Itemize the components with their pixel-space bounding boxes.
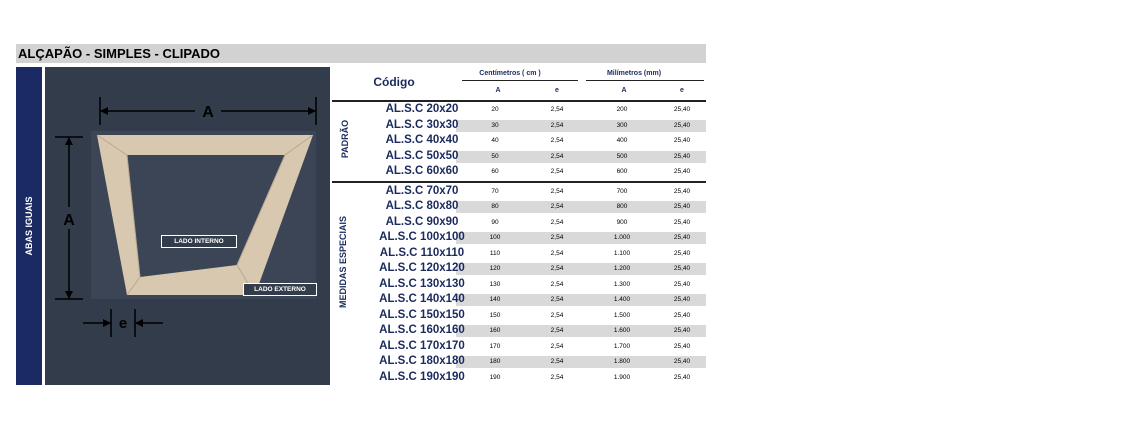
cell-cm-e: 2,54 <box>550 152 564 160</box>
cell-cm-a: 20 <box>491 106 499 113</box>
cell-cm-a: 130 <box>489 280 501 288</box>
table-row <box>332 354 706 370</box>
cell-cm-e: 2,54 <box>550 311 564 319</box>
product-table <box>332 67 706 385</box>
cell-cm-a: 160 <box>489 327 501 334</box>
cell-code: AL.S.C 20x20 <box>385 103 459 115</box>
arrow-down-icon <box>65 291 73 299</box>
cell-code: AL.S.C 170x170 <box>379 339 465 352</box>
cell-cm-a: 90 <box>491 218 499 226</box>
cell-mm-a: 1.300 <box>613 280 631 288</box>
cell-cm-e: 2,54 <box>550 280 564 288</box>
cell-code: AL.S.C 80x80 <box>385 200 459 212</box>
dimension-e-label: e <box>118 315 128 332</box>
cell-mm-a: 1.200 <box>613 265 631 272</box>
table-row <box>332 277 706 293</box>
cell-cm-a: 30 <box>491 121 499 129</box>
cell-cm-e: 2,54 <box>550 327 564 334</box>
table-row <box>332 164 706 180</box>
group-label-standard: PADRÃO <box>340 119 351 159</box>
cell-code: AL.S.C 120x120 <box>379 262 465 274</box>
table-header <box>332 67 706 102</box>
cell-code: AL.S.C 70x70 <box>385 184 459 197</box>
table-row <box>332 246 706 262</box>
table-row <box>332 370 706 386</box>
cell-cm-e: 2,54 <box>550 218 564 226</box>
cell-code: AL.S.C 30x30 <box>385 118 459 131</box>
cell-cm-a: 60 <box>491 168 499 175</box>
arrow-e-right-icon <box>103 319 111 327</box>
cell-cm-a: 190 <box>489 373 501 381</box>
code-header: Código <box>373 75 415 89</box>
cell-cm-e: 2,54 <box>550 168 564 175</box>
arrow-up-icon <box>65 137 73 145</box>
cell-code: AL.S.C 100x100 <box>379 231 465 243</box>
cell-cm-e: 2,54 <box>550 121 564 129</box>
frame-illustration <box>45 67 330 385</box>
cell-cm-a: 180 <box>489 358 501 365</box>
cell-code: AL.S.C 160x160 <box>379 324 465 336</box>
cell-cm-a: 110 <box>489 249 501 257</box>
cell-mm-a: 900 <box>616 218 628 226</box>
cell-cm-e: 2,54 <box>550 296 564 303</box>
table-row <box>332 308 706 324</box>
table-row <box>332 261 706 277</box>
cell-mm-a: 1.800 <box>613 358 631 365</box>
cell-cm-a: 70 <box>491 187 499 195</box>
cell-code: AL.S.C 130x130 <box>379 277 465 290</box>
cell-mm-e: 25,40 <box>673 358 691 365</box>
cell-mm-a: 1.900 <box>613 373 631 381</box>
cell-mm-a: 1.100 <box>613 249 631 257</box>
cell-mm-e: 25,40 <box>673 234 691 241</box>
cell-mm-e: 25,40 <box>673 296 691 303</box>
cm-header-rule <box>462 80 578 81</box>
cell-mm-e: 25,40 <box>673 187 691 195</box>
cell-cm-e: 2,54 <box>550 265 564 272</box>
cell-cm-e: 2,54 <box>550 358 564 365</box>
cell-mm-a: 1.000 <box>613 234 631 241</box>
cell-mm-a: 1.400 <box>613 296 631 303</box>
cell-mm-e: 25,40 <box>673 373 691 381</box>
cell-cm-e: 2,54 <box>550 373 564 381</box>
cell-mm-e: 25,40 <box>673 218 691 226</box>
cell-mm-e: 25,40 <box>673 249 691 257</box>
table-row <box>332 292 706 308</box>
cell-mm-a: 200 <box>616 106 628 113</box>
cell-cm-a: 80 <box>491 203 499 210</box>
cell-cm-e: 2,54 <box>550 187 564 195</box>
table-row <box>332 102 706 118</box>
cell-mm-a: 500 <box>616 152 628 160</box>
cell-cm-e: 2,54 <box>550 249 564 257</box>
cell-mm-a: 400 <box>616 137 628 144</box>
mm-e-header: e <box>680 87 684 94</box>
group-label-special: MEDIDAS ESPECIAIS <box>338 215 349 309</box>
cell-mm-a: 1.500 <box>613 311 631 319</box>
arrow-right-icon <box>308 107 316 115</box>
cell-code: AL.S.C 40x40 <box>385 134 459 146</box>
cell-mm-e: 25,40 <box>673 311 691 319</box>
page-title: ALÇAPÃO - SIMPLES - CLIPADO <box>16 44 706 63</box>
cell-mm-e: 25,40 <box>673 168 691 175</box>
cell-mm-a: 1.700 <box>613 342 631 350</box>
table-row <box>332 339 706 355</box>
table-row <box>332 230 706 246</box>
arrow-e-left-icon <box>135 319 143 327</box>
cell-code: AL.S.C 60x60 <box>385 165 459 177</box>
cell-mm-e: 25,40 <box>673 106 691 113</box>
cell-mm-e: 25,40 <box>673 342 691 350</box>
cell-mm-e: 25,40 <box>673 152 691 160</box>
external-side-label: LADO EXTERNO <box>243 283 317 296</box>
table-row <box>332 215 706 231</box>
table-row <box>332 118 706 134</box>
product-diagram <box>45 67 330 385</box>
cell-cm-a: 170 <box>489 342 501 350</box>
group-separator <box>332 181 706 183</box>
mm-a-header: A <box>621 87 627 94</box>
cell-code: AL.S.C 150x150 <box>379 308 465 321</box>
table-row <box>332 133 706 149</box>
cell-mm-e: 25,40 <box>673 280 691 288</box>
cell-mm-a: 800 <box>616 203 628 210</box>
cm-a-header: A <box>495 87 501 94</box>
cell-cm-a: 120 <box>489 265 501 272</box>
internal-side-label: LADO INTERNO <box>161 235 237 248</box>
dimension-a-left-label: A <box>63 212 75 229</box>
cell-cm-e: 2,54 <box>550 342 564 350</box>
mm-header: Milímetros (mm) <box>606 70 662 77</box>
cell-code: AL.S.C 190x190 <box>379 370 465 383</box>
table-row <box>332 323 706 339</box>
cell-code: AL.S.C 180x180 <box>379 355 465 367</box>
cell-cm-e: 2,54 <box>550 234 564 241</box>
cell-cm-a: 50 <box>491 152 499 160</box>
cell-cm-e: 2,54 <box>550 137 564 144</box>
side-label: ABAS IGUAIS <box>24 196 34 256</box>
cell-cm-a: 150 <box>489 311 501 319</box>
cell-mm-a: 600 <box>616 168 628 175</box>
cm-e-header: e <box>555 87 559 94</box>
table-row <box>332 149 706 165</box>
cell-mm-a: 700 <box>616 187 628 195</box>
cm-header: Centímetros ( cm ) <box>479 70 541 77</box>
table-row <box>332 199 706 215</box>
cell-code: AL.S.C 110x110 <box>379 246 465 259</box>
cell-mm-e: 25,40 <box>673 327 691 334</box>
table-row <box>332 184 706 200</box>
cell-cm-a: 40 <box>491 137 499 144</box>
cell-cm-e: 2,54 <box>550 106 564 113</box>
cell-mm-a: 1.600 <box>613 327 631 334</box>
cell-code: AL.S.C 90x90 <box>385 215 459 228</box>
cell-mm-a: 300 <box>616 121 628 129</box>
cell-mm-e: 25,40 <box>673 137 691 144</box>
cell-mm-e: 25,40 <box>673 203 691 210</box>
cell-mm-e: 25,40 <box>673 121 691 129</box>
cell-mm-e: 25,40 <box>673 265 691 272</box>
cell-cm-e: 2,54 <box>550 203 564 210</box>
cell-code: AL.S.C 140x140 <box>379 293 465 305</box>
cell-cm-a: 140 <box>489 296 501 303</box>
dimension-a-top-label: A <box>202 104 214 121</box>
cell-code: AL.S.C 50x50 <box>385 149 459 162</box>
cell-cm-a: 100 <box>489 234 501 241</box>
mm-header-rule <box>586 80 704 81</box>
arrow-left-icon <box>100 107 108 115</box>
side-band <box>16 67 42 385</box>
